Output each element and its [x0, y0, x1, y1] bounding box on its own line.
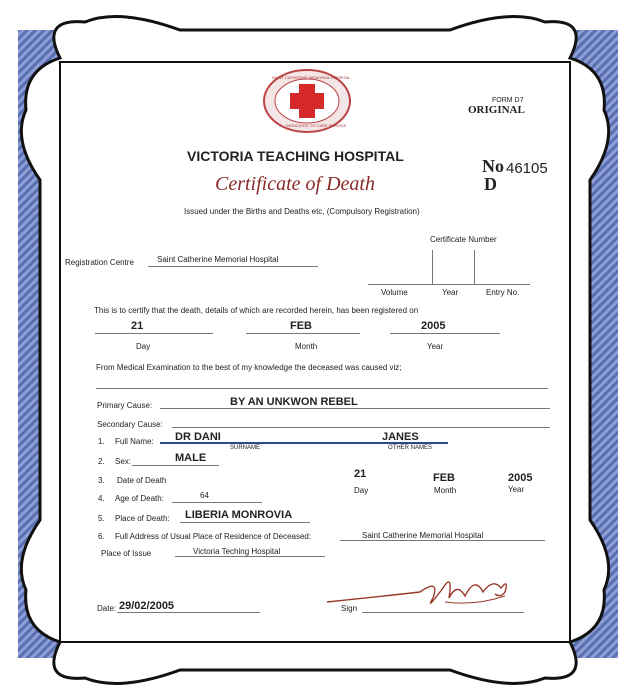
- item-1-number: 1.: [98, 437, 105, 446]
- registered-year-label: Year: [427, 342, 444, 351]
- date-label: Date:: [97, 604, 117, 613]
- item-2-number: 2.: [98, 457, 105, 466]
- registered-month-label: Month: [295, 342, 318, 351]
- certificate-no-value: 46105: [506, 160, 548, 177]
- death-month-label: Month: [434, 486, 457, 495]
- place-of-issue-value: Victoria Teching Hospital: [193, 547, 281, 556]
- primary-cause-value: BY AN UNKWON REBEL: [230, 396, 358, 408]
- surname-label: SURNAME: [230, 445, 261, 451]
- age-label: Age of Death:: [115, 494, 164, 503]
- entry-no-label: Entry No.: [486, 288, 520, 297]
- volume-label: Volume: [381, 288, 408, 297]
- address-value: Saint Catherine Memorial Hospital: [362, 531, 484, 540]
- death-month: FEB: [433, 472, 455, 484]
- item-3-number: 3.: [98, 476, 105, 485]
- registered-day-label: Day: [136, 342, 151, 351]
- address-label: Full Address of Usual Place of Residence of Deceased:: [115, 532, 312, 541]
- subtitle: Issued under the Births and Deaths etc, (Compulsory Registration): [184, 207, 420, 216]
- logo-ring-text: SAINT CATHERINE MEMORIAL HOSPITAL: [272, 75, 351, 80]
- exam-text: From Medical Examination to the best of my knowledge the deceased was caused viz;: [96, 363, 402, 372]
- logo-bottom-text: DEDICATED TO CARE SERVICE: [286, 123, 347, 128]
- certificate-no-prefix: No: [482, 156, 504, 176]
- other-names-label: OTHER NAMES: [388, 445, 433, 451]
- item-6-number: 6.: [98, 532, 105, 541]
- full-name-label: Full Name:: [115, 437, 154, 446]
- death-day: 21: [354, 468, 367, 480]
- sign-label: Sign: [341, 604, 358, 613]
- death-day-label: Day: [354, 486, 369, 495]
- primary-cause-label: Primary Cause:: [97, 401, 153, 410]
- registration-value: Saint Catherine Memorial Hospital: [157, 255, 279, 264]
- form-copy: ORIGINAL: [468, 104, 525, 116]
- registration-label: Registration Centre: [65, 258, 134, 267]
- other-names-value: JANES: [382, 431, 419, 443]
- signature: [325, 568, 525, 618]
- surname-value: DR DANI: [175, 431, 221, 443]
- issue-date-value: 29/02/2005: [119, 600, 175, 612]
- date-of-death-label: Date of Death: [117, 476, 167, 485]
- item-5-number: 5.: [98, 514, 105, 523]
- item-4-number: 4.: [98, 494, 105, 503]
- sex-value: MALE: [175, 452, 207, 464]
- place-of-death-label: Place of Death:: [115, 514, 170, 523]
- registered-month: FEB: [290, 320, 312, 332]
- secondary-cause-label: Secondary Cause:: [97, 420, 163, 429]
- certify-text: This is to certify that the death, details of which are recorded herein, has been registered on: [94, 306, 419, 315]
- death-year-label: Year: [508, 485, 525, 494]
- place-of-issue-label: Place of Issue: [101, 549, 152, 558]
- certificate-number-label: Certificate Number: [430, 235, 497, 244]
- sex-label: Sex:: [115, 457, 132, 466]
- year-label: Year: [442, 288, 459, 297]
- hospital-name: VICTORIA TEACHING HOSPITAL: [187, 148, 404, 164]
- certificate-title: Certificate of Death: [215, 173, 375, 195]
- certificate-series: D: [484, 174, 497, 194]
- death-year: 2005: [508, 472, 533, 484]
- registered-day: 21: [131, 320, 144, 332]
- place-of-death-value: LIBERIA MONROVIA: [185, 509, 293, 521]
- form-code: FORM D7: [492, 97, 524, 104]
- registered-year: 2005: [421, 320, 446, 332]
- age-value: 64: [200, 491, 209, 500]
